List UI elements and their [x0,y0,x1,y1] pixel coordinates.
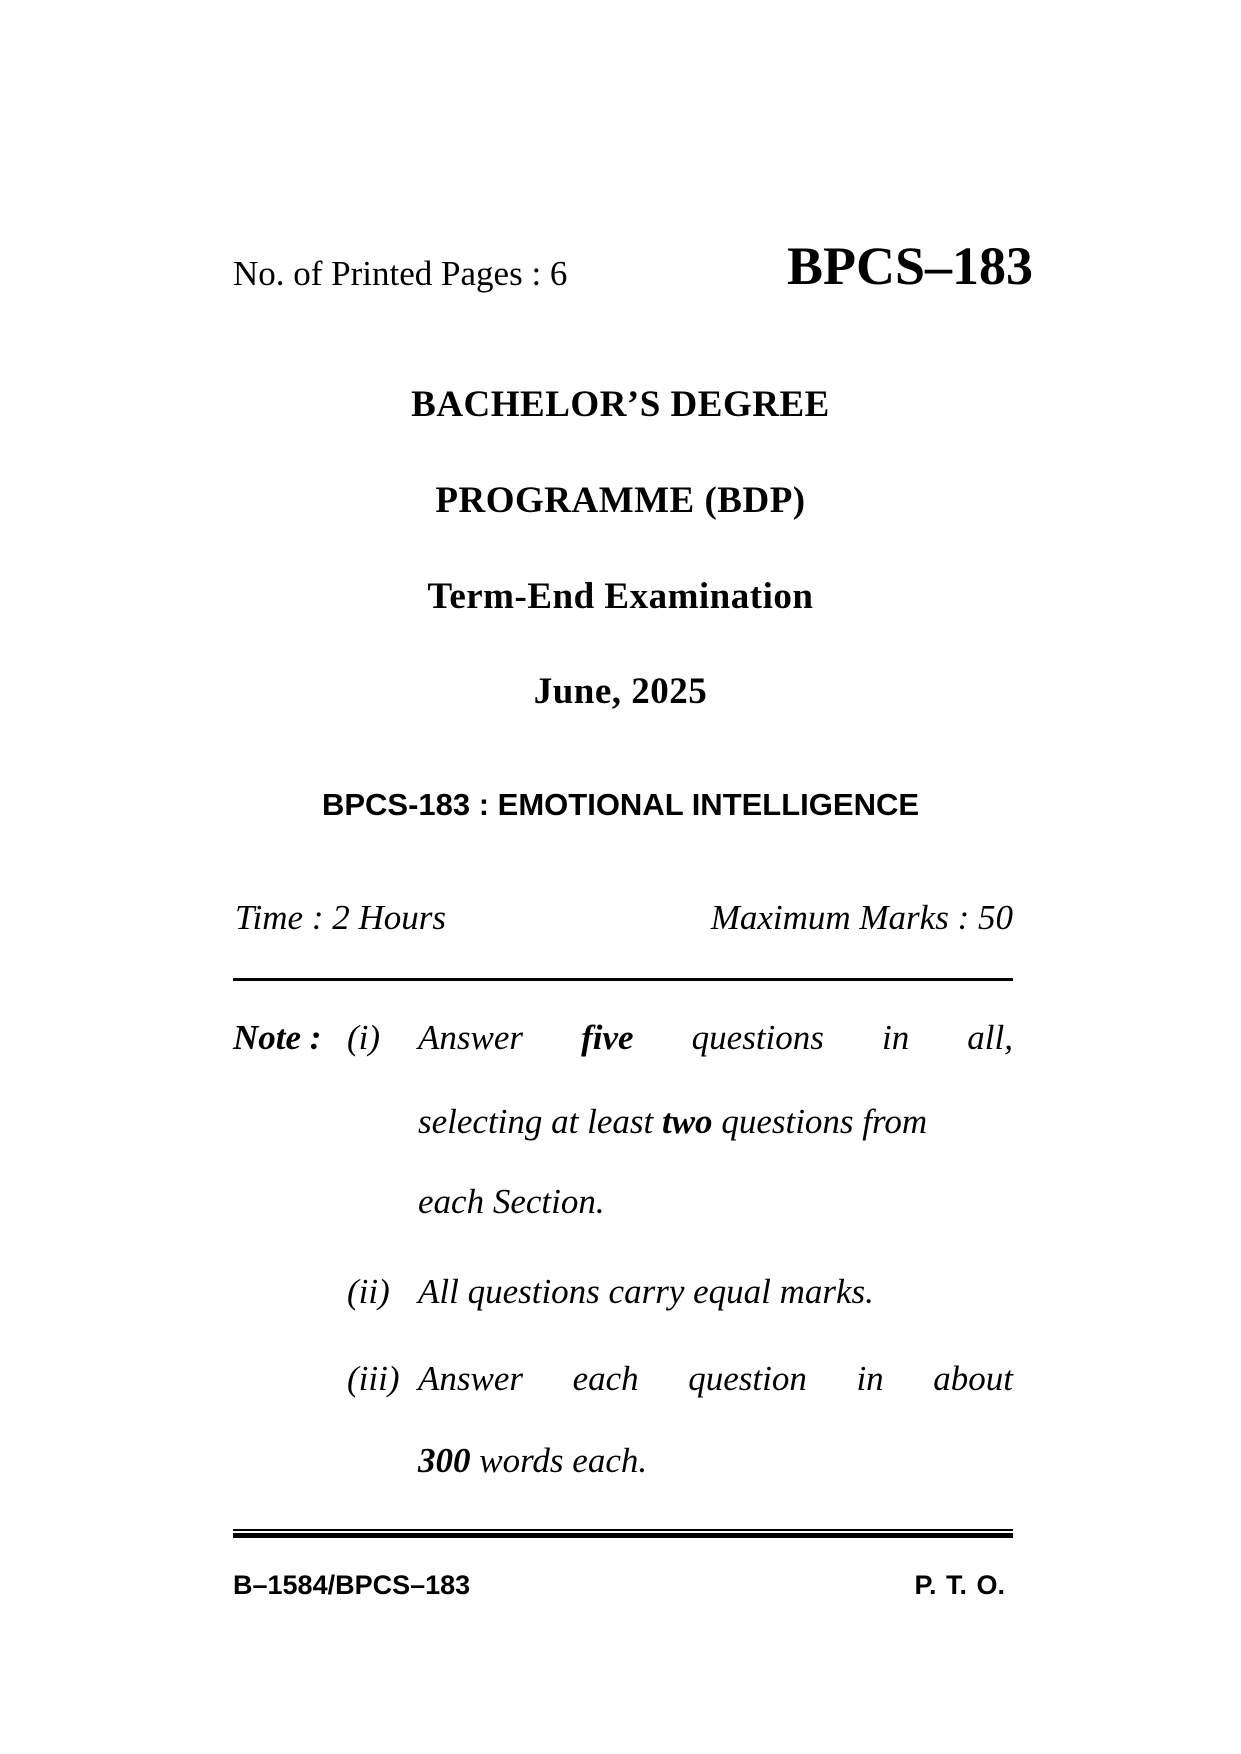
note-item-i-line-1: Answer five questions in all, [418,1018,1014,1057]
exam-session-title: June, 2025 [533,671,708,712]
note-item-iii-line-2: 300 words each. [418,1441,648,1480]
note-item-i-line-2: selecting at least two questions from [418,1102,928,1141]
note-item-i-line-3: each Section. [418,1182,605,1221]
footer-divider-thick [233,1533,1013,1538]
paper-code: BPCS–183 [787,236,1034,296]
note-marker-i: (i) [347,1018,381,1057]
footer-divider-thin [233,1529,1013,1531]
emphasis-five: five [581,1018,634,1057]
exam-type-title: Term-End Examination [427,576,814,617]
note-item-iii-line-1: Answer each question in about [418,1359,1013,1398]
programme-degree-title: BACHELOR’S DEGREE [411,384,830,425]
course-title: BPCS-183 : EMOTIONAL INTELLIGENCE [321,787,920,822]
note-marker-iii: (iii) [347,1359,400,1398]
time-allowed: Time : 2 Hours [235,898,446,937]
printed-pages-count: No. of Printed Pages : 6 [233,254,568,293]
emphasis-two: two [661,1102,713,1141]
footer-paper-code: B–1584/BPCS–183 [233,1570,471,1600]
programme-name-title: PROGRAMME (BDP) [435,480,806,521]
note-label: Note : [233,1018,322,1057]
maximum-marks: Maximum Marks : 50 [710,898,1013,937]
note-item-ii-line-1: All questions carry equal marks. [418,1272,874,1311]
note-marker-ii: (ii) [347,1272,390,1311]
emphasis-300: 300 [418,1441,471,1480]
header-divider [233,978,1013,981]
please-turn-over: P. T. O. [914,1570,1005,1600]
